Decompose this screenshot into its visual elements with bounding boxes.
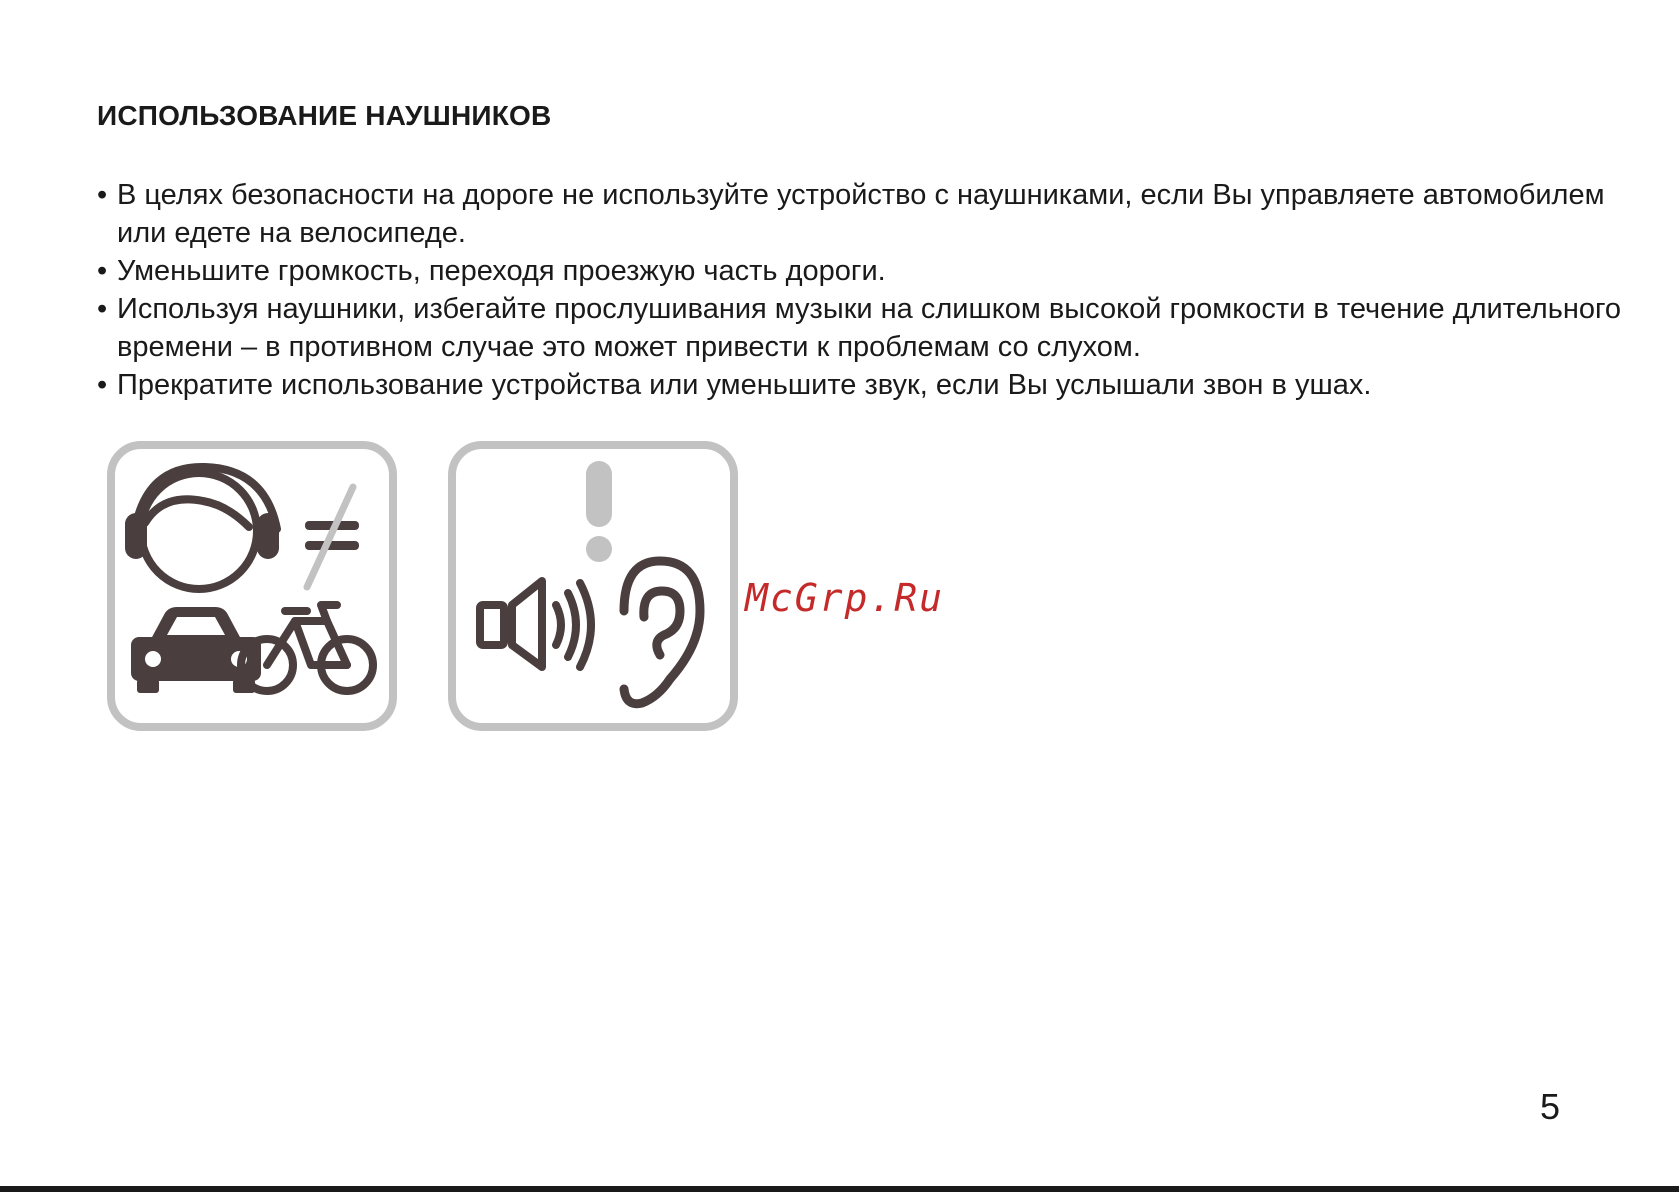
headphones-head-icon (125, 467, 279, 589)
bottom-rule (0, 1186, 1679, 1192)
no-headphones-driving-panel (107, 441, 397, 731)
bullet-list (97, 176, 1637, 404)
ear-icon (624, 561, 700, 704)
exclamation-icon (586, 461, 612, 562)
hearing-damage-warning-panel (448, 441, 738, 731)
page-title: ИСПОЛЬЗОВАНИЕ НАУШНИКОВ (97, 100, 552, 131)
list-item: • Используя наушники, избегайте прослушивания музыки на слишком высокой громкости в течение длительного времени – в противном случае это может привести к проблемам со слухом. (97, 290, 1637, 366)
page-number: 5 (1540, 1086, 1561, 1127)
list-item: • В целях безопасности на дороге не используйте устройство с наушниками, если Вы управляете автомобилем или едете на велосипеде. (97, 176, 1637, 252)
list-item: • Прекратите использование устройства или уменьшите звук, если Вы услышали звон в ушах. (97, 366, 1637, 404)
watermark-text: McGrp.Ru (745, 576, 945, 620)
speaker-sound-icon (480, 581, 591, 667)
list-item: • Уменьшите громкость, переходя проезжую часть дороги. (97, 252, 1637, 290)
not-equal-icon (305, 487, 359, 587)
